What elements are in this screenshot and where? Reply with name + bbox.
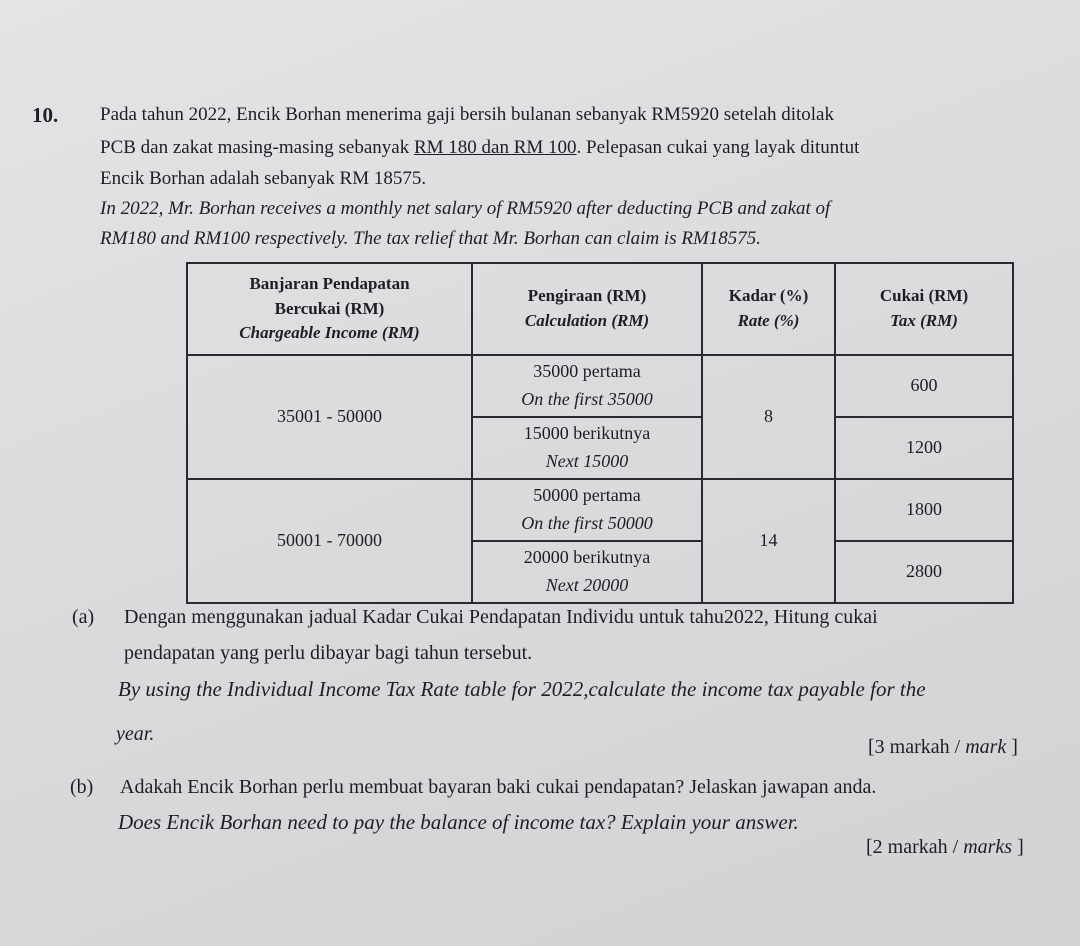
table-header-row bbox=[187, 263, 1013, 355]
part-b-marks bbox=[866, 836, 1024, 859]
header-calculation-english: Calculation (RM) bbox=[524, 311, 650, 330]
part-b-marks-malay: [2 markah / bbox=[866, 836, 964, 858]
question-english-line-1: In 2022, Mr. Borhan receives a monthly net salary of RM5920 after deducting PCB and zakat of bbox=[100, 198, 831, 219]
part-a-english-line-1: By using the Individual Income Tax Rate table for 2022,calculate the income tax payable for the bbox=[118, 677, 926, 701]
tax-cell: 1200 bbox=[835, 417, 1013, 479]
calculation-english: On the first 35000 bbox=[521, 388, 653, 409]
question-malay-line-1: Pada tahun 2022, Encik Borhan menerima gaji bersih bulanan sebanyak RM5920 setelah ditolak bbox=[100, 104, 834, 125]
header-tax-english: Tax (RM) bbox=[890, 311, 958, 330]
part-b-marks-close: ] bbox=[1012, 836, 1024, 858]
part-a-marks-english: mark bbox=[965, 736, 1007, 758]
rate-cell: 8 bbox=[702, 355, 835, 479]
part-a-marks-close: ] bbox=[1006, 736, 1018, 758]
tax-cell: 600 bbox=[835, 355, 1013, 417]
calculation-english: Next 20000 bbox=[545, 574, 629, 595]
part-a-malay-line-2: pendapatan yang perlu dibayar bagi tahun tersebut. bbox=[124, 642, 533, 664]
calculation-malay: 35000 pertama bbox=[533, 361, 641, 381]
part-a-english-line-2: year. bbox=[116, 723, 155, 745]
income-range-cell: 50001 - 70000 bbox=[187, 479, 472, 603]
tax-rate-table bbox=[186, 262, 1014, 604]
part-b-english-line: Does Encik Borhan need to pay the balance of income tax? Explain your answer. bbox=[118, 810, 799, 834]
header-rate-english: Rate (%) bbox=[737, 311, 800, 330]
question-malay-line-2-text: PCB dan zakat masing-masing sebanyak RM 180 dan RM 100. Pelepasan cukai yang layak dituntut bbox=[100, 137, 860, 158]
table-row bbox=[187, 355, 1013, 417]
part-a-marks-malay: [3 markah / bbox=[868, 736, 966, 758]
tax-cell: 1800 bbox=[835, 479, 1013, 541]
calculation-malay: 20000 berikutnya bbox=[523, 546, 651, 567]
header-calculation bbox=[472, 263, 702, 355]
question-number: 10. bbox=[32, 103, 59, 127]
header-chargeable-income-malay: Banjaran Pendapatan bbox=[249, 274, 410, 294]
header-chargeable-income bbox=[187, 263, 472, 355]
header-chargeable-income-english: Chargeable Income (RM) bbox=[239, 323, 420, 343]
calculation-malay: 50000 pertama bbox=[533, 484, 641, 505]
calculation-cell bbox=[472, 355, 702, 417]
header-chargeable-income-malay-2: Bercukai (RM) bbox=[274, 298, 385, 318]
part-b-marks-english: marks bbox=[963, 836, 1013, 858]
tax-cell: 2800 bbox=[835, 541, 1013, 603]
header-tax bbox=[835, 263, 1013, 355]
calculation-cell bbox=[472, 541, 702, 603]
header-tax-malay: Cukai (RM) bbox=[879, 286, 969, 306]
calculation-cell bbox=[472, 417, 702, 479]
question-malay-line-2 bbox=[100, 137, 859, 159]
part-b-label: (b) bbox=[70, 776, 94, 798]
table-row bbox=[187, 479, 1013, 541]
calculation-english: On the first 50000 bbox=[521, 512, 653, 533]
rate-cell: 14 bbox=[702, 479, 835, 603]
question-malay-line-3: Encik Borhan adalah sebanyak RM 18575. bbox=[100, 168, 427, 189]
header-rate-malay: Kadar (%) bbox=[728, 286, 809, 306]
underlined-amounts: RM 180 dan RM 100 bbox=[413, 137, 577, 158]
income-range-cell: 35001 - 50000 bbox=[187, 355, 472, 479]
part-b-malay-line: Adakah Encik Borhan perlu membuat bayaran baki cukai pendapatan? Jelaskan jawapan anda. bbox=[120, 776, 877, 798]
header-calculation-malay: Pengiraan (RM) bbox=[527, 286, 647, 306]
part-a-marks bbox=[868, 736, 1018, 759]
part-a-label: (a) bbox=[72, 606, 95, 628]
header-rate bbox=[702, 263, 835, 355]
calculation-cell bbox=[472, 479, 702, 541]
question-english-line-2: RM180 and RM100 respectively. The tax relief that Mr. Borhan can claim is RM18575. bbox=[100, 228, 762, 249]
calculation-malay: 15000 berikutnya bbox=[523, 422, 651, 443]
part-a-malay-line-1: Dengan menggunakan jadual Kadar Cukai Pendapatan Individu untuk tahu2022, Hitung cukai bbox=[124, 606, 878, 628]
calculation-english: Next 15000 bbox=[545, 450, 629, 471]
